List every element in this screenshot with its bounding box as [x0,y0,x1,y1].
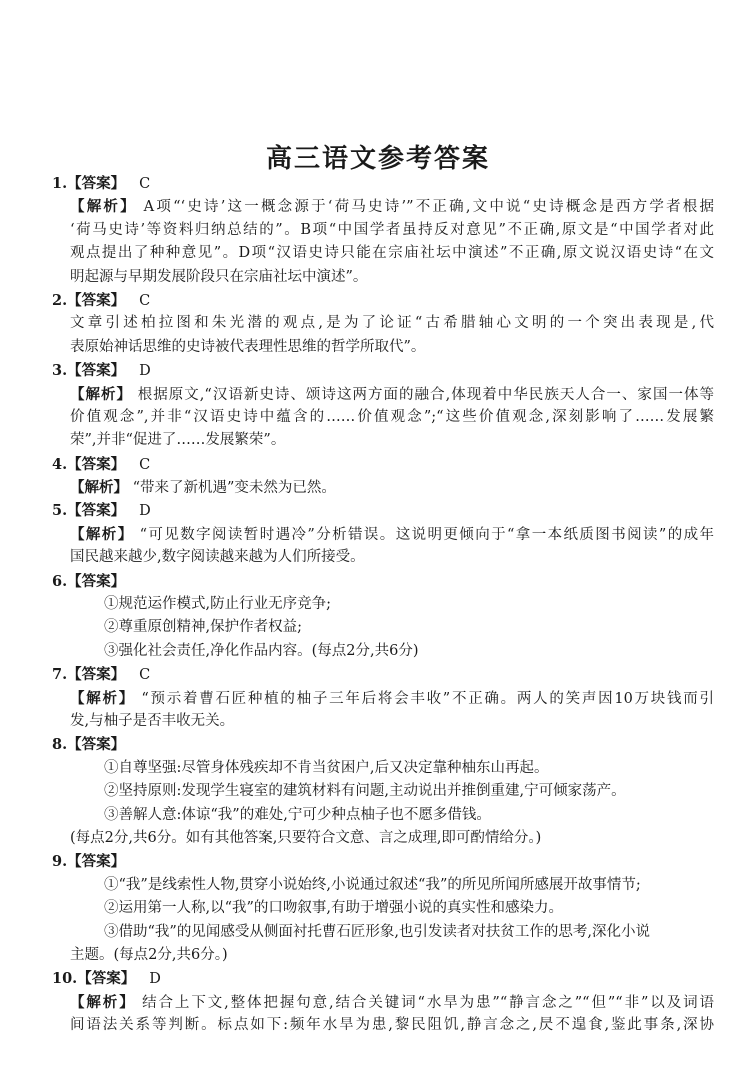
q1-number: 1. [52,175,68,192]
q4-explanation-text: “带来了新机遇”变未然为已然。 [132,480,336,497]
q2-answer: C [139,292,151,309]
q2-answer-tag: 【答案】 [67,291,126,309]
q7-answer: C [139,667,151,684]
q1-answer-line [52,172,714,195]
q3-explanation-line: 荣”,并非“促进了……发展繁荣”。 [70,432,286,449]
q3-number: 3. [52,362,68,380]
q7-explanation-line [52,687,714,710]
q4-explanation-line [52,476,714,499]
q10-explanation-tag: 【解析】 [70,993,136,1011]
q3-answer: D [139,363,151,380]
q4-explanation-tag: 【解析】 [70,479,128,497]
q6-answer-tag: 【答案】 [67,572,126,590]
q4-answer-tag: 【答案】 [67,455,126,473]
q7-explanation-text: “预示着曹石匠种植的柚子三年后将会丰收”不正确。两人的笑声因10万块钱而引 [141,690,714,707]
q8-point: ③善解人意:体谅“我”的难处,宁可少种点柚子也不愿多借钱。 [104,806,491,823]
q5-explanation-line: 国民越来越少,数字阅读越来越为人们所接受。 [70,549,365,566]
answer-list [52,172,714,1037]
q1-explanation-line: ‘荷马史诗’等资料归纳总结的”。B项“中国学者虽持反对意见”不正确,原文是“中国学者对此 [70,221,714,238]
q5-number: 5. [52,502,68,520]
q1-explanation-line: 明起源与早期发展阶段只在宗庙社坛中演述”。 [70,268,368,285]
q7-number: 7. [52,666,68,684]
q6-number: 6. [52,572,68,590]
q3-answer-line [52,359,714,382]
q2-number: 2. [52,291,68,309]
q6-point: ①规范运作模式,防止行业无序竞争; [104,596,331,613]
q3-answer-tag: 【答案】 [67,362,126,380]
q8-number: 8. [52,736,68,754]
q9-answer-tag: 【答案】 [67,853,126,871]
q10-answer-line [52,967,714,990]
q8-answer-tag: 【答案】 [67,736,126,754]
q9-point: ③借助“我”的见闻感受从侧面衬托曹石匠形象,也引发读者对扶贫工作的思考,深化小说 [104,923,651,940]
q10-answer: D [149,971,161,988]
q10-number: 10. [52,970,78,988]
q8-answer-line [52,733,714,756]
q10-explanation-text: 结合上下文,整体把握句意,结合关键词“水旱为患”“静言念之”“但”“非”以及词语 [142,994,714,1011]
q9-number: 9. [52,853,68,871]
q7-explanation-tag: 【解析】 [70,689,135,707]
q2-explanation-line: 文章引述柏拉图和朱光潜的观点,是为了论证“古希腊轴心文明的一个突出表现是,代 [70,315,714,332]
q3-explanation-line: 价值观念”,并非“汉语史诗中蕴含的……价值观念”;“这些价值观念,深刻影响了……发展繁 [70,408,714,425]
q5-explanation-tag: 【解析】 [70,525,134,543]
q5-answer-line [52,499,714,522]
q9-answer-line [52,850,714,873]
q1-answer: C [139,176,151,192]
q1-explanation-line [52,195,714,218]
q10-explanation-line: 间语法关系等判断。标点如下:频年水旱为患,黎民阻饥,静言念之,昃不遑食,鉴此事条,深协 [70,1017,714,1034]
q8-point: ②坚持原则:发现学生寝室的建筑材料有问题,主动说出并推倒重建,宁可倾家荡产。 [104,783,626,800]
q5-answer: D [139,503,151,520]
q1-explanation-tag: 【解析】 [70,198,137,216]
q1-explanation-text: A项“‘史诗’这一概念源于‘荷马史诗’”不正确,文中说“史诗概念是西方学者根据 [143,199,714,216]
q7-answer-tag: 【答案】 [67,666,126,684]
q2-answer-line [52,289,714,312]
q7-explanation-line: 发,与柚子是否丰收无关。 [70,712,235,729]
q8-point: ①自尊坚强:尽管身体残疾却不肯当贫困户,后又决定靠种柚东山再起。 [104,759,549,776]
q5-answer-tag: 【答案】 [67,502,126,520]
q3-explanation-text: 根据原文,“汉语新史诗、颂诗这两方面的融合,体现着中华民族天人合一、家国一体等 [137,386,714,403]
q1-answer-tag: 【答案】 [67,175,126,192]
q2-explanation-line: 表原始神话思维的史诗被代表理性思维的哲学所取代”。 [70,338,426,355]
q7-answer-line [52,663,714,686]
q8-scoring-note: (每点2分,共6分。如有其他答案,只要符合文意、言之成理,即可酌情给分。) [70,829,542,846]
q9-point-continuation: 主题。(每点2分,共6分。) [70,946,228,963]
q5-explanation-line [52,523,714,546]
q6-point: ②尊重原创精神,保护作者权益; [104,619,302,636]
q4-answer-line [52,453,714,476]
q4-number: 4. [52,455,68,473]
q3-explanation-line [52,383,714,406]
page-title: 高三语文参考答案 [265,144,490,174]
q1-explanation-line: 观点提出了种种意见”。D项“汉语史诗只能在宗庙社坛中演述”不正确,原文说汉语史诗“在文 [70,245,714,262]
q6-point: ③强化社会责任,净化作品内容。(每点2分,共6分) [104,642,419,659]
q9-point: ②运用第一人称,以“我”的口吻叙事,有助于增强小说的真实性和感染力。 [104,900,564,917]
q5-explanation-text: “可见数字阅读暂时遇冷”分析错误。这说明更倾向于“拿一本纸质图书阅读”的成年 [139,526,714,543]
q10-explanation-line [52,991,714,1014]
q6-answer-line [52,570,714,593]
q10-answer-tag: 【答案】 [77,970,136,988]
q3-explanation-tag: 【解析】 [70,385,133,403]
q4-answer: C [139,456,151,473]
q9-point: ①“我”是线索性人物,贯穿小说始终,小说通过叙述“我”的所见所闻所感展开故事情节; [104,876,641,893]
